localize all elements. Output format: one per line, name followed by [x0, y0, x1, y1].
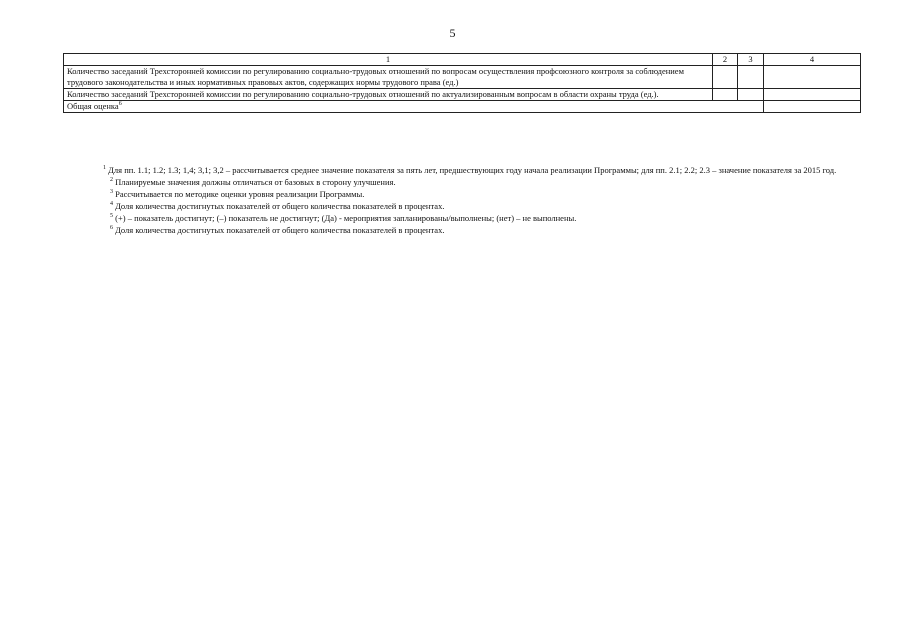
column-header-1: 1: [64, 54, 713, 66]
row-label: Количество заседаний Трехсторонней комиссии по регулированию социально-трудовых отношений по вопросам осуществления профсоюзного контроля за соблюдением трудового законодательства и иных нормативных правовых актов, содержащих нормы трудового права (ед.): [64, 66, 713, 89]
row-cell-3: [738, 89, 764, 101]
total-value: [764, 101, 861, 113]
row-cell-2: [713, 66, 738, 89]
footnote-2: [90, 176, 880, 188]
table-row: [64, 66, 861, 89]
footnote-marker: 2: [110, 177, 113, 184]
footnote-text: Планируемые значения должны отличаться от базовых в сторону улучшения.: [115, 177, 396, 187]
footnote-marker: 4: [110, 201, 113, 208]
footnote-6: [90, 224, 880, 236]
row-label: Количество заседаний Трехсторонней комиссии по регулированию социально-трудовых отношений по актуализированным вопросам в области охраны труда (ед.).: [64, 89, 713, 101]
total-label: Общая оценка: [67, 101, 119, 111]
total-row: [64, 101, 861, 113]
footnote-marker: 3: [110, 189, 113, 196]
table-header-row: [64, 54, 861, 66]
footnotes: [90, 164, 880, 236]
total-label-cell: [64, 101, 764, 113]
indicators-table: [63, 53, 861, 113]
footnote-4: [90, 200, 880, 212]
footnote-marker: 5: [110, 213, 113, 220]
row-cell-4: [764, 89, 861, 101]
row-cell-4: [764, 66, 861, 89]
footnote-text: Доля количества достигнутых показателей от общего количества показателей в процентах.: [115, 201, 445, 211]
footnote-text: (+) – показатель достигнут; (–) показатель не достигнут; (Да) - мероприятия запланированы/выполнены; (нет) – не выполнены.: [115, 213, 577, 223]
table-row: [64, 89, 861, 101]
row-cell-2: [713, 89, 738, 101]
footnote-text: Рассчитывается по методике оценки уровня реализации Программы.: [115, 189, 365, 199]
footnote-text: Для пп. 1.1; 1.2; 1.3; 1,4; 3,1; 3,2 – рассчитывается среднее значение показателя за пять лет, предшествующих году начала реализации Программы; для пп. 2.1; 2.2; 2.3 – значение показателя за 2015 год.: [108, 165, 837, 175]
footnote-text: Доля количества достигнутых показателей от общего количества показателей в процентах.: [115, 225, 445, 235]
footnote-5: [90, 212, 880, 224]
total-footnote-mark: 6: [118, 101, 122, 108]
row-cell-3: [738, 66, 764, 89]
footnote-3: [90, 188, 880, 200]
page-number: 5: [449, 26, 456, 40]
footnote-marker: 1: [103, 165, 106, 172]
column-header-4: 4: [764, 54, 861, 66]
column-header-3: 3: [738, 54, 764, 66]
column-header-2: 2: [713, 54, 738, 66]
footnote-marker: 6: [110, 225, 113, 232]
footnote-1: [83, 164, 880, 176]
